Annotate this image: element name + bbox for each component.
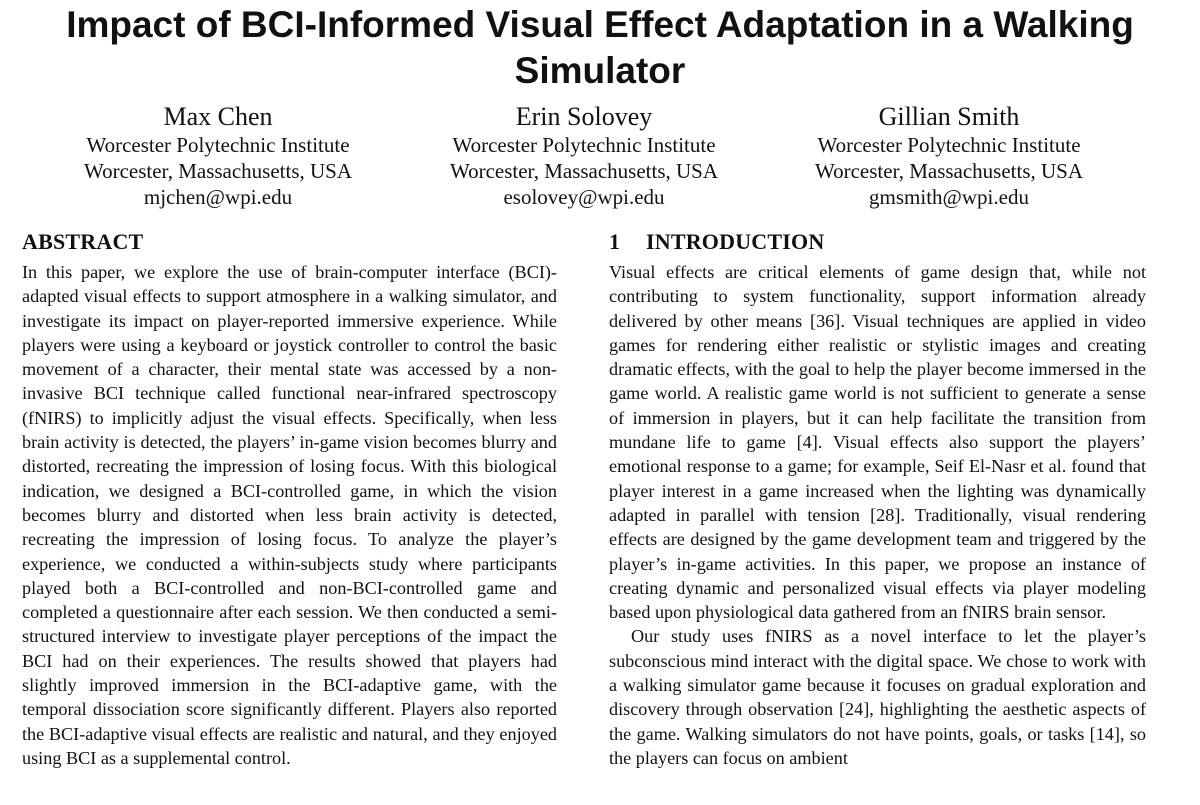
author-name: Max Chen bbox=[163, 102, 273, 131]
author-name: Gillian Smith bbox=[878, 102, 1020, 131]
author-email: gmsmith@wpi.edu bbox=[869, 185, 1029, 209]
author-affiliation: Worcester Polytechnic Institute bbox=[817, 133, 1081, 157]
author-location: Worcester, Massachusetts, USA bbox=[814, 159, 1084, 183]
author-block bbox=[0, 101, 1200, 213]
introduction-paragraph: Visual effects are critical elements of game design that, while not contributing to system functionality, support information already delivered by other means [36]. Visual techniques are applied in video games for rendering either realistic or stylistic images and creating dramatic effects, with the goal to help the player become immersed in the game world. A realistic game world is not sufficient to generate a sense of immersion in players, but it can help facilitate the transition from mundane life to game [4]. Visual effects also support the players’ emotional response to a game; for example, Seif El-Nasr et al. found that player interest in a game increased when the lighting was dynamically adapted in parallel with tension [28]. Traditionally, visual rendering effects are designed by the game development team and triggered by the player’s in-game activities. In this paper, we propose an instance of creating dynamic and personalized visual effects via player modeling based upon physiological data gathered from an fNIRS brain sensor. bbox=[609, 262, 1146, 623]
author-location: Worcester, Massachusetts, USA bbox=[83, 159, 353, 183]
introduction-paragraph: Our study uses fNIRS as a novel interface to let the player’s subconscious mind interact with the digital space. We chose to work with a walking simulator game because it focuses on gradual exploration and discovery through observation [24], highlighting the aesthetic aspects of the game. Walking simulators do not have points, goals, or tasks [14], so the players can focus on ambient bbox=[609, 626, 1146, 768]
author-affiliation: Worcester Polytechnic Institute bbox=[86, 133, 350, 157]
abstract-column bbox=[22, 228, 557, 770]
author-email: mjchen@wpi.edu bbox=[143, 185, 293, 209]
section-number: 1 bbox=[609, 229, 621, 254]
abstract-heading: ABSTRACT bbox=[22, 229, 144, 254]
section-title: INTRODUCTION bbox=[646, 229, 825, 254]
author-max-chen bbox=[28, 101, 408, 210]
author-erin-solovey bbox=[394, 101, 774, 210]
author-email: esolovey@wpi.edu bbox=[503, 185, 665, 209]
author-name: Erin Solovey bbox=[515, 102, 653, 131]
introduction-heading bbox=[609, 228, 1146, 256]
paper-title: Impact of BCI-Informed Visual Effect Adaptation in a Walking Simulator bbox=[66, 4, 1134, 91]
author-location: Worcester, Massachusetts, USA bbox=[449, 159, 719, 183]
author-affiliation: Worcester Polytechnic Institute bbox=[452, 133, 716, 157]
abstract-text: In this paper, we explore the use of brain-computer interface (BCI)-adapted visual effects to support atmosphere in a walking simulator, and investigate its impact on player-reported immersive experience. While players were using a keyboard or joystick controller to control the basic movement of a character, their mental state was accessed by a non-invasive BCI technique called functional near-infrared spectroscopy (fNIRS) to implicitly adjust the visual effects. Specifically, when less brain activity is detected, the players’ in-game vision becomes blurry and distorted, recreating the impression of losing focus. With this biological indication, we designed a BCI-controlled game, in which the vision becomes blurry and distorted when less brain activity is detected, recreating the impression of losing focus. To analyze the player’s experience, we conducted a within-subjects study where participants played both a BCI-controlled and non-BCI-controlled game and completed a questionnaire after each session. We then conducted a semi-structured interview to investigate player perceptions of the impact the BCI had on their experiences. The results showed that players had slightly improved immersion in the BCI-adaptive game, with the temporal dissociation score significantly different. Players also reported the BCI-adaptive visual effects are realistic and natural, and they enjoyed using BCI as a supplemental control. bbox=[22, 262, 557, 768]
author-gillian-smith bbox=[759, 101, 1139, 210]
introduction-column bbox=[609, 228, 1146, 770]
